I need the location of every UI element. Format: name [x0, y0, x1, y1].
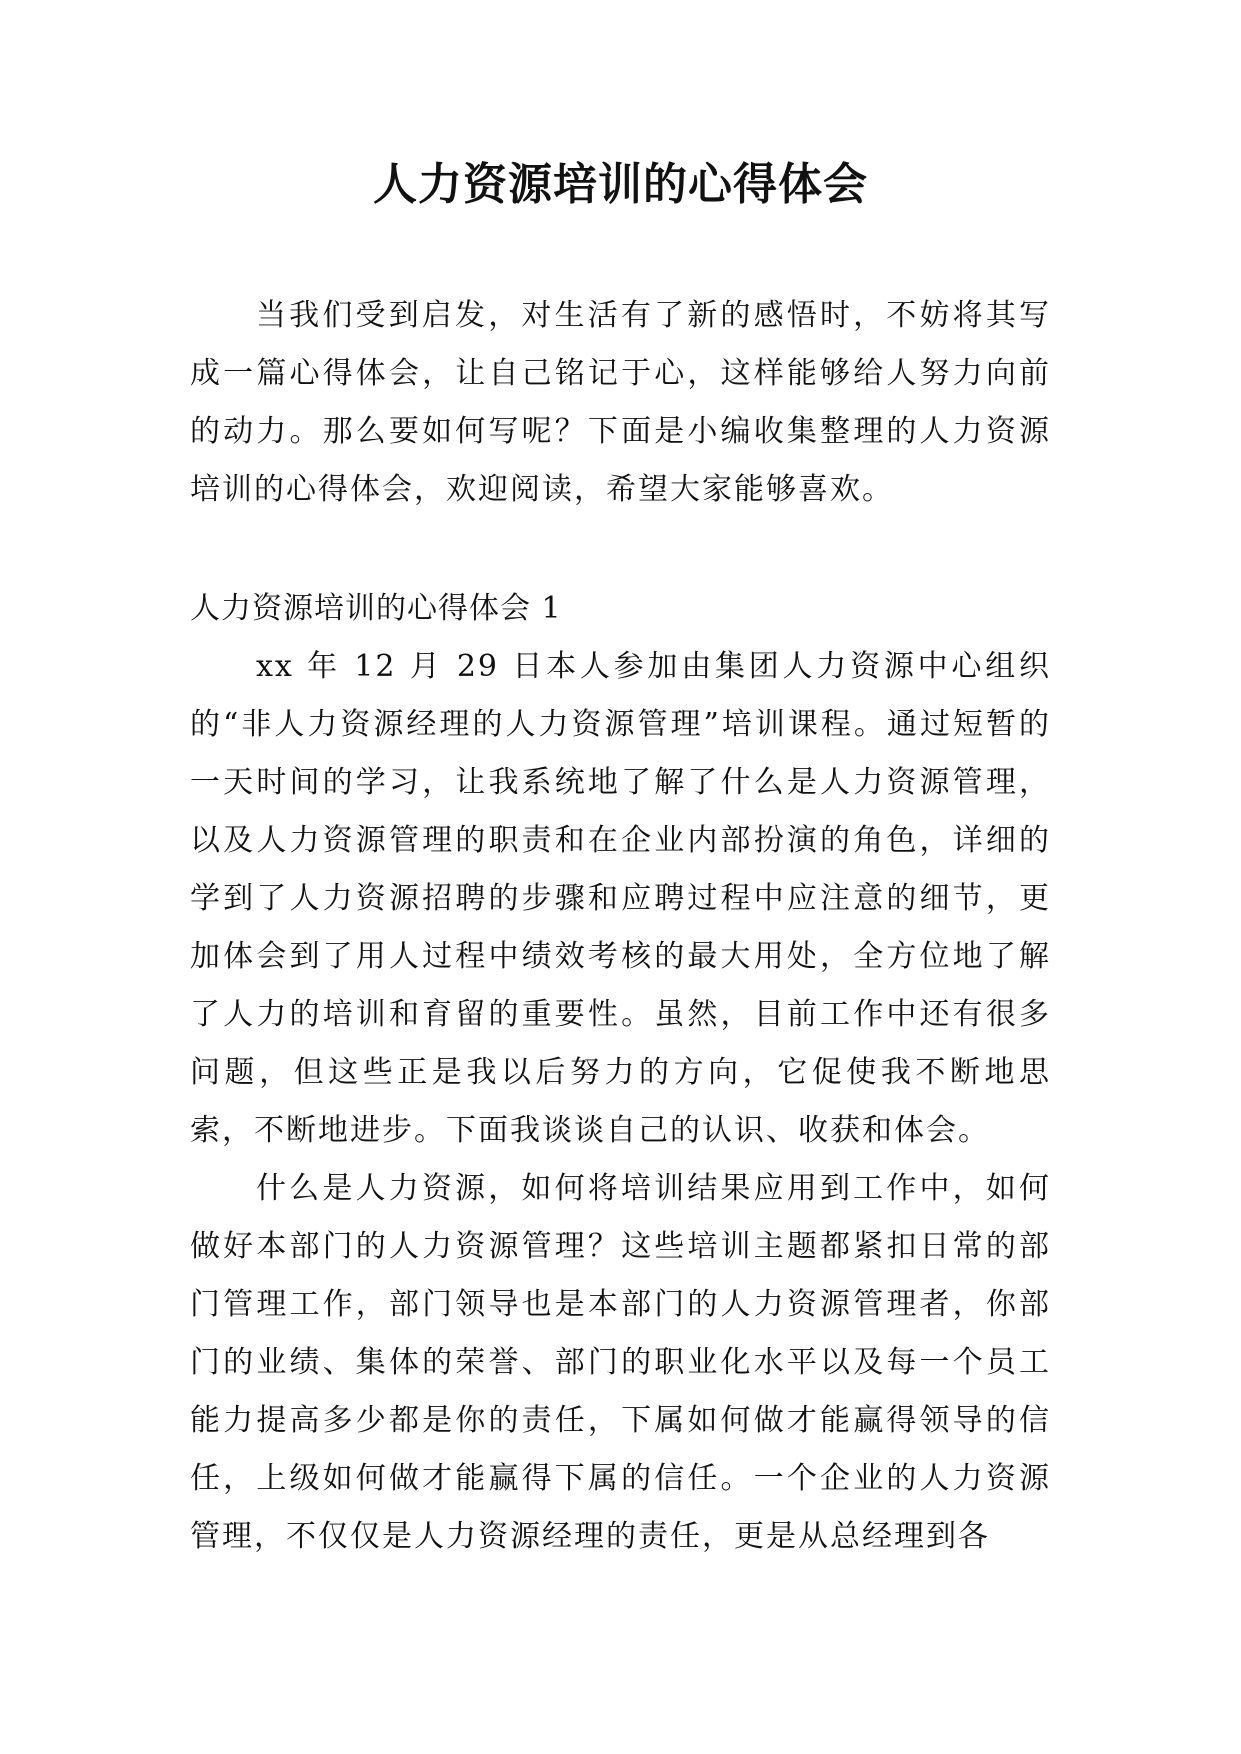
intro-block [190, 287, 1051, 519]
document-title: 人力资源培训的心得体会 [373, 159, 868, 210]
body-paragraph-1: xx 年 12 月 29 日本人参加由集团人力资源中心组织的“非人力资源经理的人力资源管理”培训课程。通过短暂的一天时间的学习，让我系统地了解了什么是人力资源管理，以及人力资源管理的职责和在企业内部扮演的角色，详细的学到了人力资源招聘的步骤和应聘过程中应注意的细节，更加体会到了用人过程中绩效考核的最大用处，全方位地了解了人力的培训和育留的重要性。虽然，目前工作中还有很多问题，但这些正是我以后努力的方向，它促使我不断地思索，不断地进步。下面我谈谈自己的认识、收获和体会。 [190, 649, 1051, 1148]
intro-paragraph: 当我们受到启发，对生活有了新的感悟时，不妨将其写成一篇心得体会，让自己铭记于心，这样能够给人努力向前的动力。那么要如何写呢？下面是小编收集整理的人力资源培训的心得体会，欢迎阅读，希望大家能够喜欢。 [190, 298, 1051, 507]
body-paragraph-2: 什么是人力资源，如何将培训结果应用到工作中，如何做好本部门的人力资源管理？这些培训主题都紧扣日常的部门管理工作，部门领导也是本部门的人力资源管理者，你部门的业绩、集体的荣誉、部门的职业化水平以及每一个员工能力提高多少都是你的责任，下属如何做才能赢得领导的信任，上级如何做才能赢得下属的信任。一个企业的人力资源管理，不仅仅是人力资源经理的责任，更是从总经理到各 [190, 1171, 1051, 1554]
section-heading: 人力资源培训的心得体会 1 [190, 591, 562, 626]
section-1 [190, 580, 1051, 1566]
